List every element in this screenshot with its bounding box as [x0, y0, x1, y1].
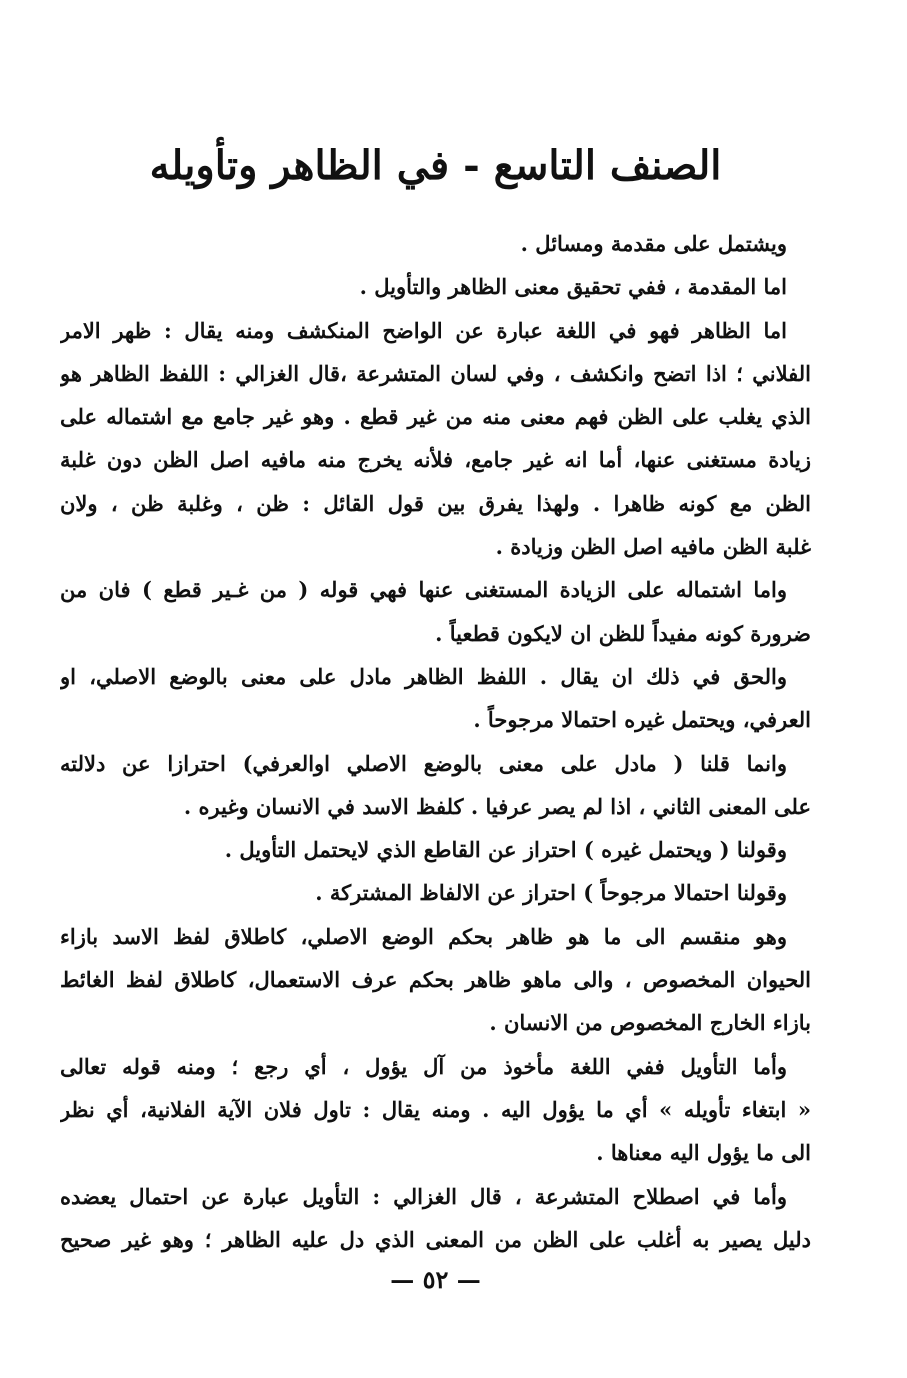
text-line: زيادة مستغنى عنها، أما انه غير جامع، فلأنه يخرج منه مافيه اصل الظن دون غلبة	[60, 447, 811, 473]
text-line: الفلاني ؛ اذا اتضح وانكشف ، وفي لسان المتشرعة ،قال الغزالي : اللفظ الظاهر هو	[60, 360, 811, 386]
text-line: الى ما يؤول اليه معناها .	[596, 1140, 811, 1166]
text-line: على المعنى الثاني ، اذا لم يصر عرفيا . كلفظ الاسد في الانسان وغيره .	[183, 793, 811, 819]
text-line: ويشتمل على مقدمة ومسائل .	[520, 231, 787, 256]
text-line: بازاء الخارج المخصوص من الانسان .	[489, 1010, 811, 1036]
text-line: وهو منقسم الى ما هو ظاهر بحكم الوضع الاصلي، كاطلاق لفظ الاسد بازاء	[60, 923, 787, 949]
text-line: الحيوان المخصوص ، والى ماهو ظاهر بحكم عرف الاستعمال، كاطلاق لفظ الغائط	[60, 967, 811, 993]
text-line: اما الظاهر فهو في اللغة عبارة عن الواضح المنكشف ومنه يقال : ظهر الامر	[60, 317, 787, 343]
text-line: الظن مع كونه ظاهرا . ولهذا يفرق بين قول القائل : ظن ، وغلبة ظن ، ولان	[60, 490, 811, 516]
text-line: وأما في اصطلاح المتشرعة ، قال الغزالي : التأويل عبارة عن احتمال يعضده	[60, 1183, 787, 1209]
document-page	[60, 0, 811, 1378]
text-line: وأما التأويل ففي اللغة مأخوذ من آل يؤول ، أي رجع ؛ ومنه قوله تعالى	[60, 1053, 787, 1079]
text-line: غلبة الظن مافيه اصل الظن وزيادة .	[495, 534, 811, 560]
text-line: الذي يغلب على الظن فهم معنى منه من غير قطع . وهو غير جامع مع اشتماله على	[60, 404, 811, 430]
chapter-title: الصنف التاسع - في الظاهر وتأويله	[149, 142, 722, 189]
text-line: وانما قلنا ( مادل على معنى بالوضع الاصلي اوالعرفي) احترازا عن دلالته	[60, 750, 787, 776]
body-text	[60, 222, 811, 1261]
text-line: « ابتغاء تأويله » أي ما يؤول اليه . ومنه يقال : تاول فلان الآية الفلانية، أي نظر	[60, 1096, 811, 1122]
page-number: — ٥٢ —	[390, 1265, 481, 1294]
text-line: والحق في ذلك ان يقال . اللفظ الظاهر مادل على معنى بالوضع الاصلي، او	[60, 663, 787, 689]
text-line: وقولنا ( ويحتمل غيره ) احتراز عن القاطع الذي لايحتمل التأويل .	[224, 837, 787, 863]
text-line: وقولنا احتمالا مرجوحاً ) احتراز عن الالفاظ المشتركة .	[315, 880, 787, 906]
text-line: دليل يصير به أغلب على الظن من المعنى الذي دل عليه الظاهر ؛ وهو غير صحيح	[60, 1226, 811, 1252]
text-line: واما اشتماله على الزيادة المستغنى عنها فهي قوله ( من غـير قطع ) فان من	[60, 577, 787, 603]
text-line: اما المقدمة ، ففي تحقيق معنى الظاهر والتأويل .	[359, 274, 787, 300]
text-line: ضرورة كونه مفيداً للظن ان لايكون قطعياً .	[435, 620, 811, 646]
text-line: العرفي، ويحتمل غيره احتمالا مرجوحاً .	[473, 707, 811, 733]
